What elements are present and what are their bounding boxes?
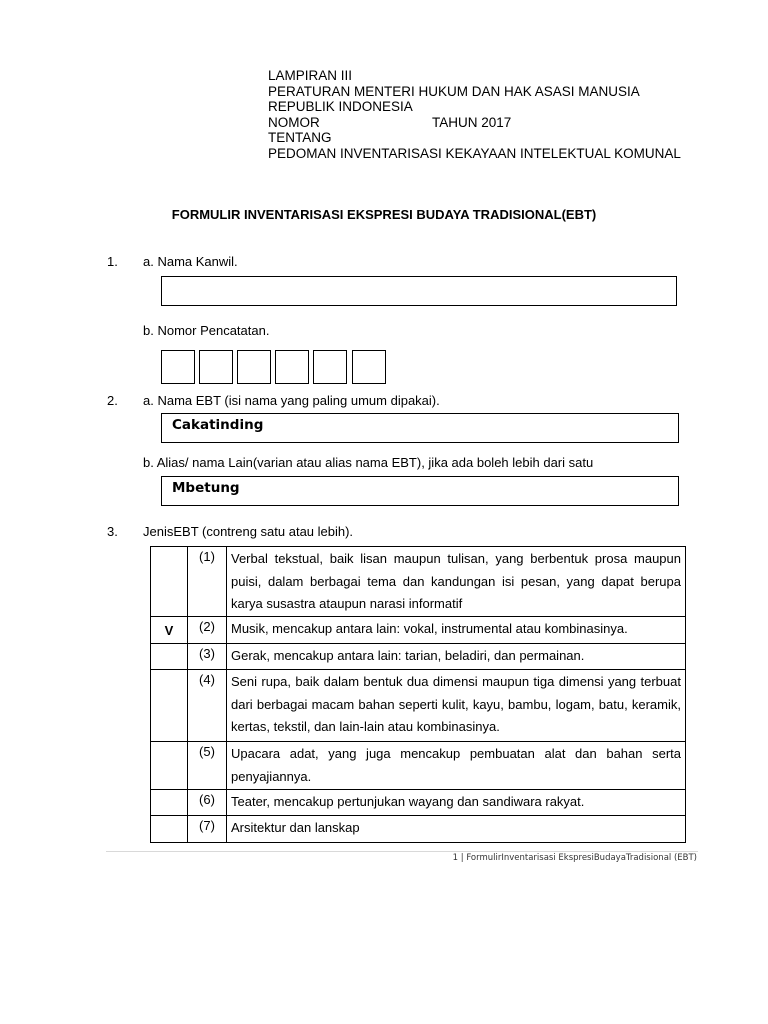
- checkbox-cell[interactable]: [151, 790, 188, 816]
- footer-divider: [106, 851, 698, 852]
- header-peraturan: PERATURAN MENTERI HUKUM DAN HAK ASASI MANUSIA: [268, 84, 640, 99]
- nomor-pencatatan-digit[interactable]: [199, 350, 233, 384]
- nomor-pencatatan-digit[interactable]: [237, 350, 271, 384]
- nama-ebt-field[interactable]: [161, 413, 679, 443]
- nama-ebt-value: Cakatinding: [172, 417, 264, 433]
- jenis-ebt-table: [150, 546, 686, 843]
- table-row: [151, 790, 686, 816]
- nomor-pencatatan-digit[interactable]: [275, 350, 309, 384]
- row-index: (1): [188, 547, 227, 617]
- nomor-pencatatan-digit[interactable]: [161, 350, 195, 384]
- row-index: (3): [188, 644, 227, 670]
- alias-ebt-field[interactable]: [161, 476, 679, 506]
- checkbox-cell[interactable]: [151, 644, 188, 670]
- header-pedoman: PEDOMAN INVENTARISASI KEKAYAAN INTELEKTUAL KOMUNAL: [268, 146, 681, 161]
- checkbox-cell[interactable]: [151, 816, 188, 843]
- checkbox-cell[interactable]: [151, 742, 188, 790]
- nomor-pencatatan-digit[interactable]: [313, 350, 347, 384]
- header-lampiran: LAMPIRAN III: [268, 68, 353, 83]
- nama-kanwil-field[interactable]: [161, 276, 677, 306]
- q3-number: 3.: [107, 524, 118, 539]
- row-description: Musik, mencakup antara lain: vokal, instrumental atau kombinasinya.: [227, 617, 686, 644]
- table-row: [151, 670, 686, 742]
- header-republik: REPUBLIK INDONESIA: [268, 99, 413, 114]
- table-row: [151, 816, 686, 843]
- alias-ebt-value: Mbetung: [172, 480, 240, 496]
- table-row: [151, 644, 686, 670]
- header-tahun: TAHUN 2017: [432, 115, 512, 130]
- row-description: Upacara adat, yang juga mencakup pembuatan alat dan bahan serta penyajiannya.: [227, 742, 686, 790]
- row-index: (6): [188, 790, 227, 816]
- form-title: FORMULIR INVENTARISASI EKSPRESI BUDAYA TRADISIONAL(EBT): [171, 207, 597, 222]
- page-footer: 1 | FormulirInventarisasi EkspresiBudayaTradisional (EBT): [452, 853, 697, 863]
- q3-label: JenisEBT (contreng satu atau lebih).: [143, 524, 354, 539]
- q1a-label: a. Nama Kanwil.: [143, 254, 238, 269]
- q1-number: 1.: [107, 254, 118, 269]
- row-description: Arsitektur dan lanskap: [227, 816, 686, 843]
- table-row: [151, 547, 686, 617]
- checkbox-cell[interactable]: V: [151, 617, 188, 644]
- row-description: Verbal tekstual, baik lisan maupun tulisan, yang berbentuk prosa maupun puisi, dalam berbagai tema dan kandungan isi pesan, yang dapat berupa karya susastra ataupun narasi informatif: [227, 547, 686, 617]
- q2b-label: b. Alias/ nama Lain(varian atau alias nama EBT), jika ada boleh lebih dari satu: [143, 455, 594, 470]
- table-row: [151, 742, 686, 790]
- row-index: (7): [188, 816, 227, 843]
- header-nomor: NOMOR: [268, 115, 320, 130]
- table-row: [151, 617, 686, 644]
- row-index: (2): [188, 617, 227, 644]
- row-index: (5): [188, 742, 227, 790]
- checkbox-cell[interactable]: [151, 670, 188, 742]
- row-description: Seni rupa, baik dalam bentuk dua dimensi maupun tiga dimensi yang terbuat dari berbagai macam bahan seperti kulit, kayu, bambu, logam, batu, keramik, kertas, tekstil, dan lain-lain atau kombinasinya.: [227, 670, 686, 742]
- header-tentang: TENTANG: [268, 130, 332, 145]
- q2a-label: a. Nama EBT (isi nama yang paling umum dipakai).: [143, 393, 440, 408]
- checkbox-cell[interactable]: [151, 547, 188, 617]
- q1b-label: b. Nomor Pencatatan.: [143, 323, 270, 338]
- row-description: Gerak, mencakup antara lain: tarian, beladiri, dan permainan.: [227, 644, 686, 670]
- q2-number: 2.: [107, 393, 118, 408]
- nomor-pencatatan-digit[interactable]: [352, 350, 386, 384]
- row-index: (4): [188, 670, 227, 742]
- row-description: Teater, mencakup pertunjukan wayang dan sandiwara rakyat.: [227, 790, 686, 816]
